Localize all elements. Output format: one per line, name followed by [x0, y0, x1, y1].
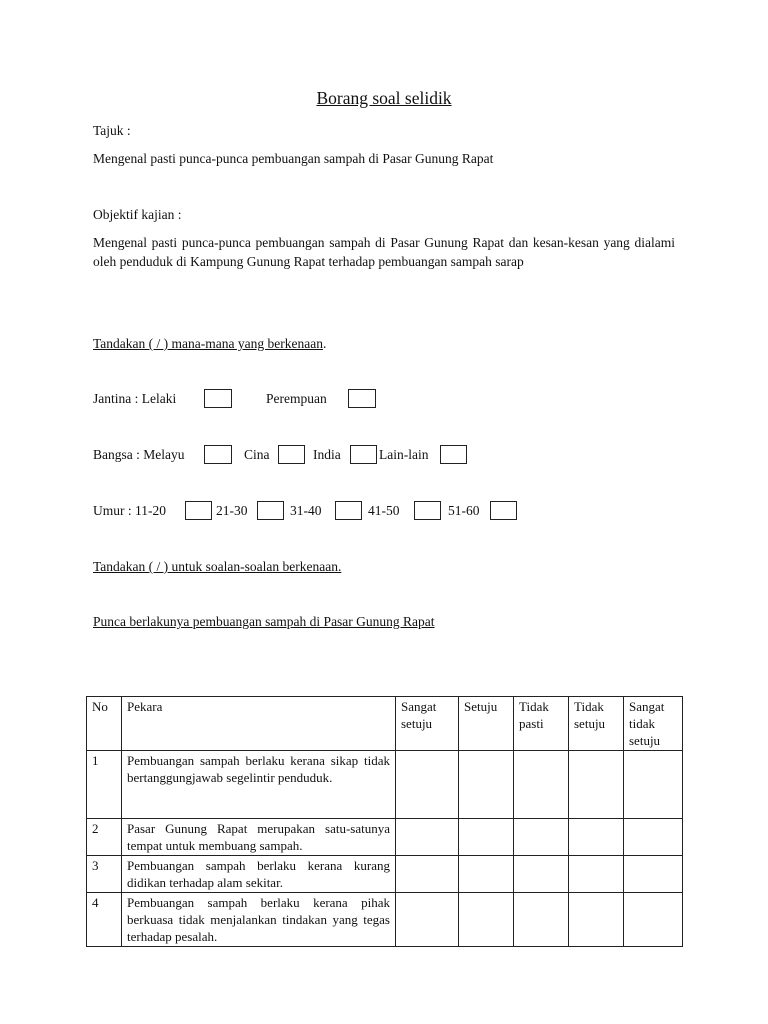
row-pekara: Pembuangan sampah berlaku kerana pihak berkuasa tidak menjalankan tindakan yang tegas terhadap pesalah.: [122, 893, 396, 947]
cell-setuju[interactable]: [459, 751, 514, 819]
cell-sangat-setuju[interactable]: [396, 893, 459, 947]
header-pekara: Pekara: [122, 697, 396, 751]
cell-tidak-setuju[interactable]: [569, 751, 624, 819]
tajuk-label: Tajuk :: [93, 123, 131, 138]
row-number: 3: [87, 856, 122, 893]
cell-setuju[interactable]: [459, 819, 514, 856]
cell-sangat-tidak-setuju[interactable]: [624, 856, 683, 893]
checkbox-perempuan[interactable]: [348, 389, 376, 408]
row-pekara: Pasar Gunung Rapat merupakan satu-satunya tempat untuk membuang sampah.: [122, 819, 396, 856]
row-pekara: Pembuangan sampah berlaku kerana sikap tidak bertanggungjawab segelintir penduduk.: [122, 751, 396, 819]
cell-tidak-pasti[interactable]: [514, 893, 569, 947]
checkbox-lain-lain[interactable]: [440, 445, 467, 464]
cell-sangat-tidak-setuju[interactable]: [624, 893, 683, 947]
row-number: 4: [87, 893, 122, 947]
cell-setuju[interactable]: [459, 893, 514, 947]
objektif-label: Objektif kajian :: [93, 207, 182, 222]
checkbox-umur-41-50[interactable]: [414, 501, 441, 520]
row-pekara: Pembuangan sampah berlaku kerana kurang didikan terhadap alam sekitar.: [122, 856, 396, 893]
instruction-2: Tandakan ( / ) untuk soalan-soalan berkenaan.: [93, 559, 342, 574]
umur-21-30-label: 21-30: [216, 503, 248, 518]
bangsa-india-label: India: [313, 447, 341, 462]
cell-sangat-tidak-setuju[interactable]: [624, 751, 683, 819]
checkbox-lelaki[interactable]: [204, 389, 232, 408]
table-row: [87, 751, 683, 819]
cell-sangat-setuju[interactable]: [396, 819, 459, 856]
table-header-row: [87, 697, 683, 751]
cell-tidak-setuju[interactable]: [569, 893, 624, 947]
checkbox-india[interactable]: [350, 445, 377, 464]
cell-sangat-setuju[interactable]: [396, 856, 459, 893]
header-sangat-setuju: Sangat setuju: [396, 697, 459, 751]
survey-table: [86, 696, 683, 947]
bangsa-cina-label: Cina: [244, 447, 270, 462]
cell-tidak-pasti[interactable]: [514, 819, 569, 856]
checkbox-melayu[interactable]: [204, 445, 232, 464]
umur-label: Umur : 11-20: [93, 503, 166, 518]
header-setuju: Setuju: [459, 697, 514, 751]
header-tidak-pasti: Tidak pasti: [514, 697, 569, 751]
objektif-text: Mengenal pasti punca-punca pembuangan sampah di Pasar Gunung Rapat dan kesan-kesan yang dialami oleh penduduk di Kampung Gunung Rapat terhadap pembuangan sampah sarap: [93, 235, 675, 269]
cell-tidak-pasti[interactable]: [514, 751, 569, 819]
umur-51-60-label: 51-60: [448, 503, 480, 518]
checkbox-umur-21-30[interactable]: [257, 501, 284, 520]
row-number: 2: [87, 819, 122, 856]
jantina-label: Jantina : Lelaki: [93, 391, 177, 406]
cell-sangat-tidak-setuju[interactable]: [624, 819, 683, 856]
cell-tidak-pasti[interactable]: [514, 856, 569, 893]
checkbox-umur-11-20[interactable]: [185, 501, 212, 520]
section-heading: Punca berlakunya pembuangan sampah di Pasar Gunung Rapat: [93, 614, 435, 629]
jantina-perempuan-label: Perempuan: [266, 391, 327, 406]
tajuk-text: Mengenal pasti punca-punca pembuangan sampah di Pasar Gunung Rapat: [93, 151, 494, 166]
header-no: No: [87, 697, 122, 751]
header-sangat-tidak-setuju: Sangat tidak setuju: [624, 697, 683, 751]
cell-tidak-setuju[interactable]: [569, 856, 624, 893]
instruction-1: [93, 334, 326, 353]
table-row: [87, 893, 683, 947]
umur-41-50-label: 41-50: [368, 503, 400, 518]
umur-31-40-label: 31-40: [290, 503, 322, 518]
checkbox-umur-51-60[interactable]: [490, 501, 517, 520]
row-number: 1: [87, 751, 122, 819]
cell-tidak-setuju[interactable]: [569, 819, 624, 856]
bangsa-label: Bangsa : Melayu: [93, 447, 185, 462]
instruction-1-text: Tandakan ( / ) mana-mana yang berkenaan: [93, 336, 323, 351]
cell-sangat-setuju[interactable]: [396, 751, 459, 819]
bangsa-lain-label: Lain-lain: [379, 447, 429, 462]
header-tidak-setuju: Tidak setuju: [569, 697, 624, 751]
checkbox-umur-31-40[interactable]: [335, 501, 362, 520]
checkbox-cina[interactable]: [278, 445, 305, 464]
cell-setuju[interactable]: [459, 856, 514, 893]
table-row: [87, 819, 683, 856]
page-title: Borang soal selidik: [316, 88, 452, 108]
table-row: [87, 856, 683, 893]
instruction-1-end: .: [322, 336, 327, 351]
